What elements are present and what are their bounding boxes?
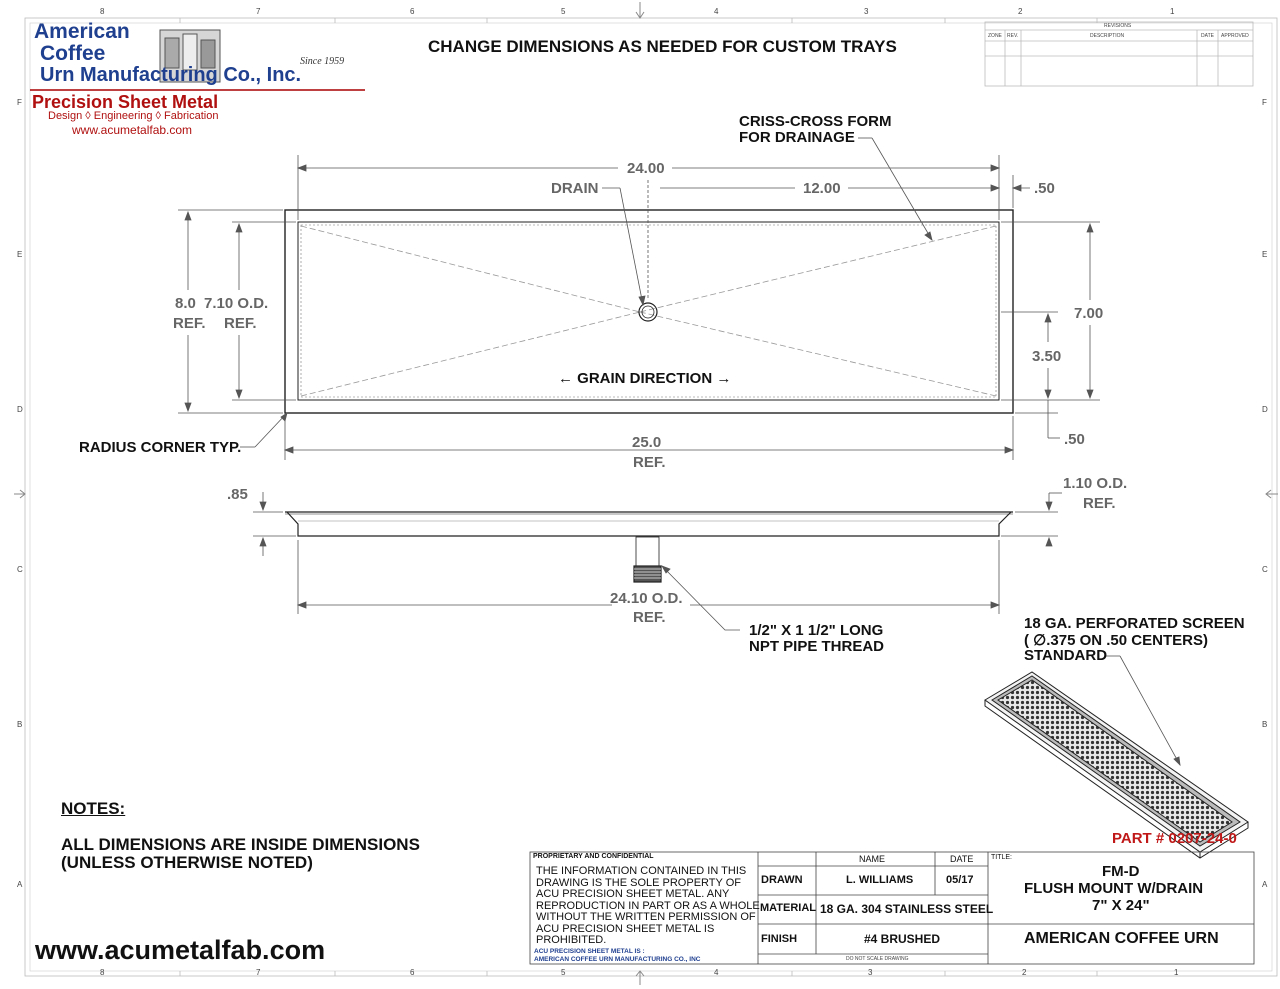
disclaimer-3: ACU PRECISION SHEET METAL. ANY <box>536 888 730 900</box>
disclaimer-2: DRAWING IS THE SOLE PROPERTY OF <box>536 876 741 889</box>
zone-row-e-right: E <box>1262 250 1268 259</box>
do-not-scale: DO NOT SCALE DRAWING <box>846 956 909 962</box>
dim-7-10-ref: REF. <box>224 315 257 332</box>
zone-col-2: 2 <box>1018 7 1023 16</box>
zone-row-c: C <box>17 565 23 574</box>
disclaimer-5: WITHOUT THE WRITTEN PERMISSION OF <box>536 911 756 923</box>
dim-7-10: 7.10 O.D. <box>204 295 269 312</box>
zone-col-7: 7 <box>256 7 261 16</box>
prop-title: PROPRIETARY AND CONFIDENTIAL <box>533 853 654 860</box>
disclaimer-1: THE INFORMATION CONTAINED IN THIS <box>536 865 747 877</box>
dim-3-50: 3.50 <box>1032 348 1062 365</box>
header-note: CHANGE DIMENSIONS AS NEEDED FOR CUSTOM TRAYS <box>428 37 897 56</box>
material-value: 18 GA. 304 STAINLESS STEEL <box>820 902 994 916</box>
criss-cross-label-2: FOR DRAINAGE <box>739 129 855 146</box>
zone-row-c-right: C <box>1262 565 1268 574</box>
zone-col-5-bottom: 5 <box>561 968 566 977</box>
logo-american: American <box>34 20 130 43</box>
zone-row-b: B <box>17 720 23 729</box>
screen-label-3: STANDARD <box>1024 647 1108 664</box>
rev-col-approved: APPROVED <box>1221 33 1249 39</box>
rev-col-date: DATE <box>1201 33 1214 39</box>
zone-row-d: D <box>17 405 23 414</box>
logo-tagline: Precision Sheet Metal <box>32 92 219 112</box>
title-line-3: 7" X 24" <box>1092 897 1150 914</box>
zone-col-8: 8 <box>100 7 105 16</box>
disclaimer-4: REPRODUCTION IN PART OR AS A WHOLE <box>536 899 760 912</box>
dim-8-0-ref: REF. <box>173 315 206 332</box>
zone-col-2-bottom: 2 <box>1022 968 1027 977</box>
zone-row-f: F <box>17 98 22 107</box>
finish-label: FINISH <box>761 933 798 945</box>
rev-col-description: DESCRIPTION <box>1090 33 1125 39</box>
zone-col-1: 1 <box>1170 7 1175 16</box>
dim-50-bottom: .50 <box>1064 431 1085 448</box>
date-header: DATE <box>950 854 974 864</box>
title-line-2: FLUSH MOUNT W/DRAIN <box>1024 880 1204 897</box>
acu-line: ACU PRECISION SHEET METAL IS : <box>534 948 645 955</box>
zone-row-d-right: D <box>1262 405 1268 414</box>
rev-col-zone: ZONE <box>988 33 1002 39</box>
criss-cross-label-1: CRISS-CROSS FORM <box>739 113 892 130</box>
zone-col-3-bottom: 3 <box>868 968 873 977</box>
dim-1-10: 1.10 O.D. <box>1063 475 1128 492</box>
zone-row-f-right: F <box>1262 98 1267 107</box>
disclaimer-6: ACU PRECISION SHEET METAL IS <box>536 922 715 935</box>
screen-label-1: 18 GA. PERFORATED SCREEN <box>1024 615 1245 632</box>
name-header: NAME <box>859 854 886 864</box>
dim-24-10: 24.10 O.D. <box>610 590 683 607</box>
radius-corner-label: RADIUS CORNER TYP. <box>79 439 242 456</box>
title-company: AMERICAN COFFEE URN <box>1024 930 1219 947</box>
revisions-table <box>985 22 1253 86</box>
finish-value: #4 BRUSHED <box>864 932 941 946</box>
zone-col-3: 3 <box>864 7 869 16</box>
logo-urn: Urn Manufacturing Co., Inc. <box>40 64 302 86</box>
footer-url[interactable]: www.acumetalfab.com <box>35 935 326 965</box>
dim-1-10-ref: REF. <box>1083 495 1116 512</box>
notes-line-2: (UNLESS OTHERWISE NOTED) <box>61 853 313 872</box>
material-label: MATERIAL <box>760 902 817 914</box>
drawn-name: L. WILLIAMS <box>846 874 914 886</box>
notes-line-1: ALL DIMENSIONS ARE INSIDE DIMENSIONS <box>61 835 420 854</box>
pipe-label-2: NPT PIPE THREAD <box>749 638 885 655</box>
zone-col-6-bottom: 6 <box>410 968 415 977</box>
logo-coffee: Coffee <box>40 42 106 65</box>
pipe-label-1: 1/2" X 1 1/2" LONG <box>749 622 884 639</box>
zone-row-a: A <box>17 880 23 889</box>
dim-8-0: 8.0 <box>175 295 196 312</box>
screen-label-2: ( ∅.375 ON .50 CENTERS) <box>1024 632 1208 649</box>
dim-24-10-ref: REF. <box>633 609 666 626</box>
disclaimer-7: PROHIBITED. <box>536 934 607 946</box>
dim-12-00: 12.00 <box>803 180 841 197</box>
logo-since: Since 1959 <box>300 56 345 67</box>
notes-title: NOTES: <box>61 799 126 818</box>
dim-24-00: 24.00 <box>627 160 665 177</box>
zone-col-5: 5 <box>561 7 566 16</box>
rev-col-rev: REV. <box>1007 33 1019 39</box>
zone-col-8-bottom: 8 <box>100 968 105 977</box>
part-number: PART # 0207-24-0 <box>1112 830 1237 847</box>
zone-row-b-right: B <box>1262 720 1268 729</box>
dim-25-0-ref: REF. <box>633 454 666 471</box>
drawn-date: 05/17 <box>946 874 974 886</box>
title-header: TITLE: <box>991 854 1013 861</box>
zone-col-6: 6 <box>410 7 415 16</box>
zone-col-1-bottom: 1 <box>1174 968 1179 977</box>
logo-services: Design ◊ Engineering ◊ Fabrication <box>48 110 219 122</box>
dim-50-top: .50 <box>1034 180 1055 197</box>
dim-25-0: 25.0 <box>632 434 662 451</box>
title-line-1: FM-D <box>1102 863 1140 880</box>
zone-row-a-right: A <box>1262 880 1268 889</box>
grain-direction-label: ← GRAIN DIRECTION → <box>558 370 732 387</box>
logo-url[interactable]: www.acumetalfab.com <box>72 123 193 137</box>
acu-company: AMERICAN COFFEE URN MANUFACTURING CO., INC <box>534 956 701 963</box>
side-view <box>285 512 1013 582</box>
dim-7-00: 7.00 <box>1074 305 1104 322</box>
drain-label: DRAIN <box>551 180 599 197</box>
dim-85: .85 <box>227 486 248 503</box>
revisions-title: REVISIONS <box>1104 23 1132 29</box>
zone-col-7-bottom: 7 <box>256 968 261 977</box>
zone-col-4: 4 <box>714 7 719 16</box>
zone-col-4-bottom: 4 <box>714 968 719 977</box>
zone-row-e: E <box>17 250 23 259</box>
drawn-label: DRAWN <box>761 874 803 886</box>
